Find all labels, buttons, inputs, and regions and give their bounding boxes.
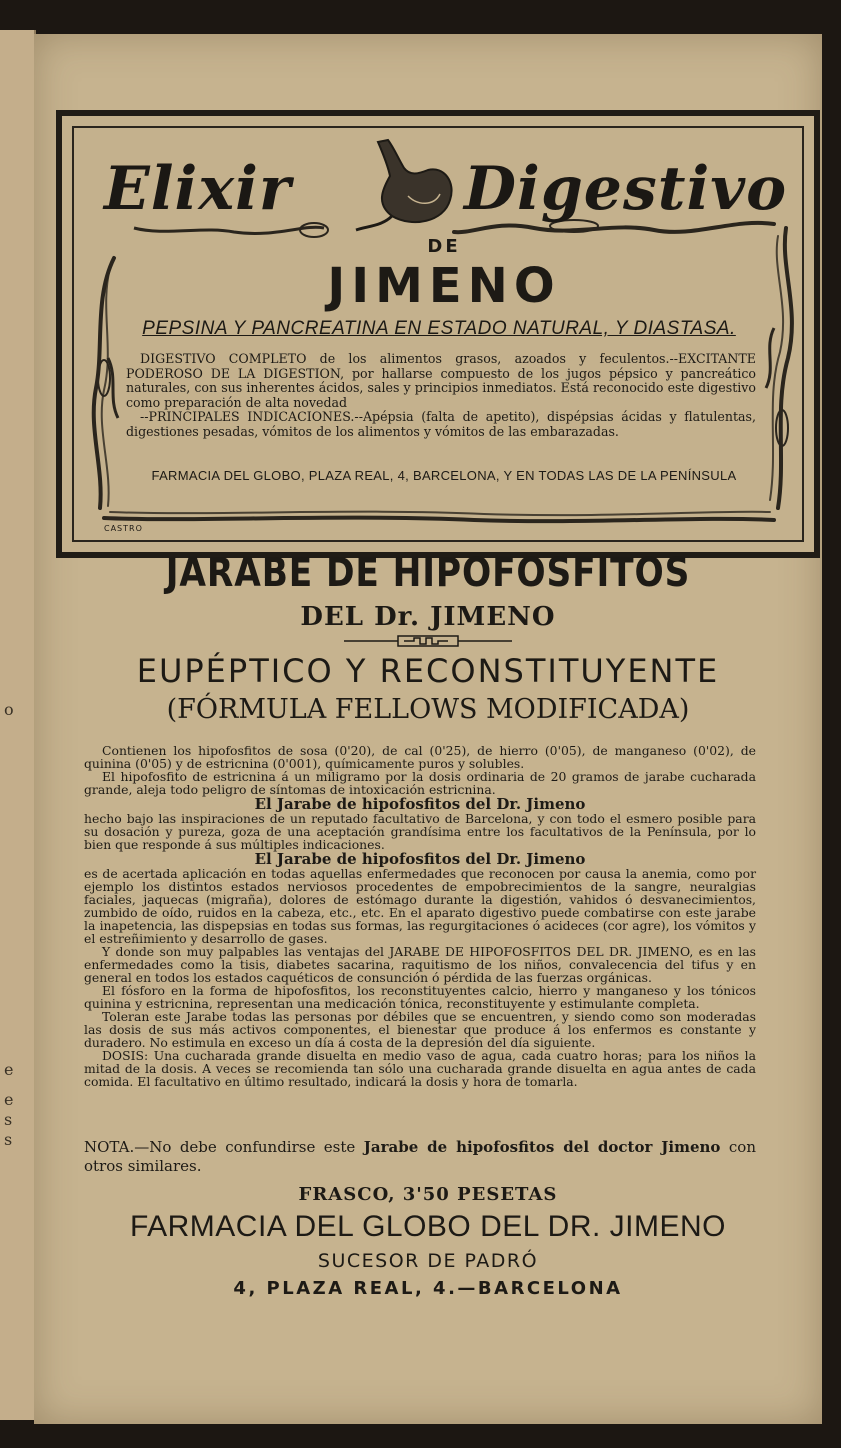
left-page-glyph: s [4, 1110, 13, 1129]
adjacent-page-edge [0, 30, 36, 1420]
ad-body-paragraph: --PRINCIPALES INDICACIONES.--Apépsia (falta de apetito), dispépsias ácidas y flatulentas, digestiones pesadas, vómitos de los alimentos y vómitos de las embarazadas. [126, 409, 756, 439]
jarabe-formula: (FÓRMULA FELLOWS MODIFICADA) [166, 694, 690, 725]
jarabe-tagline: EUPÉPTICO Y RECONSTITUYENTE [136, 652, 720, 690]
artist-signature: CASTRO [104, 524, 143, 533]
body-paragraph: El hipofosfito de estricnina á un miligramo por la dosis ordinaria de 20 gramos de jarabe cucharada grande, aleja todo peligro de síntomas de intoxicación estricnina. [84, 769, 756, 797]
pharmacy-name: FARMACIA DEL GLOBO DEL DR. JIMENO [129, 1210, 727, 1243]
pharmacy-address: 4, PLAZA REAL, 4.—BARCELONA [233, 1278, 623, 1299]
jarabe-body [84, 744, 756, 1088]
ornament-divider-icon [344, 634, 512, 648]
body-paragraph: Toleran este Jarabe todas las personas por débiles que se encuentren, y siendo como son moderadas las dosis de sus más activos componentes, el bienestar que produce á los enfermos es constante y duradero. No estimula en exceso un día á costa de la depresión del día siguiente. [84, 1009, 756, 1050]
left-page-glyph: s [4, 1130, 13, 1149]
price-line: FRASCO, 3'50 PESETAS [298, 1184, 558, 1205]
nota-lead: NOTA.—No debe confundirse este [84, 1138, 356, 1156]
ad-body-paragraph: DIGESTIVO COMPLETO de los alimentos grasos, azoados y feculentos.--EXCITANTE PODEROSO DE LA DIGESTION, por hallarse compuesto de los jugos pépsico y pancreático naturales, con sus inherentes ácidos, sales y principios inmediatos. Está reconocido este digestivo como preparación de alta novedad [126, 351, 756, 410]
ad-title-digestivo: Digestivo [464, 154, 788, 224]
dosage-paragraph: DOSIS: Una cucharada grande disuelta en medio vaso de agua, cada cuatro horas; para los niños la mitad de la dosis. A veces se recomienda tan sólo una cucharada grande disuelta en agua antes de cada comida. El facultativo en último resultado, indicará la dosis y hora de tomarla. [84, 1048, 756, 1089]
jarabe-subtitle: DEL Dr. JIMENO [300, 602, 556, 632]
ad-brand: JIMENO [327, 258, 561, 314]
stomach-icon [348, 136, 458, 236]
ad-title-elixir: Elixir [104, 154, 292, 224]
body-paragraph: El fósforo en la forma de hipofosfitos, los reconstituyentes calcio, hierro y manganeso y los tónicos quinina y estricnina, representan una medicación tónica, reconstituyente y estimulante completa. [84, 983, 756, 1011]
left-page-glyph: o [4, 700, 14, 719]
pharmacy-successor: SUCESOR DE PADRÓ [317, 1250, 539, 1272]
ad-body [126, 352, 756, 440]
nota-tail: con otros similares. [84, 1138, 756, 1175]
elixir-advertisement [56, 110, 820, 558]
section-heading: El Jarabe de hipofosfitos del Dr. Jimeno [254, 795, 586, 813]
ad-title-row [98, 136, 798, 246]
ad-inner-frame [72, 126, 804, 542]
left-page-glyph: e [4, 1090, 14, 1109]
ad-ingredients: PEPSINA Y PANCREATINA EN ESTADO NATURAL, Y DIASTASA. [142, 318, 736, 339]
body-paragraph: hecho bajo las inspiraciones de un reputado facultativo de Barcelona, y con todo el esmero posible para su dosación y pureza, goza de una aceptación grandísima entre los facultativos de la Península, por lo bien que responde á sus múltiples indicaciones. [84, 811, 756, 852]
body-paragraph: Y donde son muy palpables las ventajas del JARABE DE HIPOFOSFITOS DEL DR. JIMENO, es en las enfermedades como la tisis, diabetes sacarina, raquitismo de los niños, convalecencia del tifus y en general en todos los estados caquéticos de consunción ó pérdida de las fuerzas orgánicas. [84, 944, 756, 985]
nota-paragraph [84, 1138, 756, 1176]
body-paragraph: es de acertada aplicación en todas aquellas enfermedades que reconocen por causa la anemia, como por ejemplo los distintos estados nerviosos procedentes de empobrecimientos de la sangre, neuralgias faciales, jaquecas (migraña), dolores de estómago durante la digestión, vahidos ó desvanecimientos, zumbido de oído, ruidos en la cabeza, etc., etc. En el aparato digestivo puede combatirse con este jarabe la inapetencia, las dispepsias en todas sus formas, las regurgitaciones ó acideces (cor agre), los vómitos y el estreñimiento y desarrollo de gases. [84, 866, 756, 946]
document-page [34, 34, 822, 1424]
nota-bold: Jarabe de hipofosfitos del doctor Jimeno [363, 1138, 721, 1156]
section-heading: El Jarabe de hipofosfitos del Dr. Jimeno [254, 850, 586, 868]
jarabe-title: JARABE DE HIPOFOSFITOS [165, 550, 691, 596]
ad-farmacia: FARMACIA DEL GLOBO, PLAZA REAL, 4, BARCELONA, Y EN TODAS LAS DE LA PENÍNSULA [151, 468, 737, 483]
body-paragraph: Contienen los hipofosfitos de sosa (0'20), de cal (0'25), de hierro (0'05), de manganeso (0'02), de quinina (0'05) y de estricnina (0'001), químicamente puros y solubles. [84, 743, 756, 771]
ad-de: DE [427, 236, 461, 257]
left-page-glyph: e [4, 1060, 14, 1079]
